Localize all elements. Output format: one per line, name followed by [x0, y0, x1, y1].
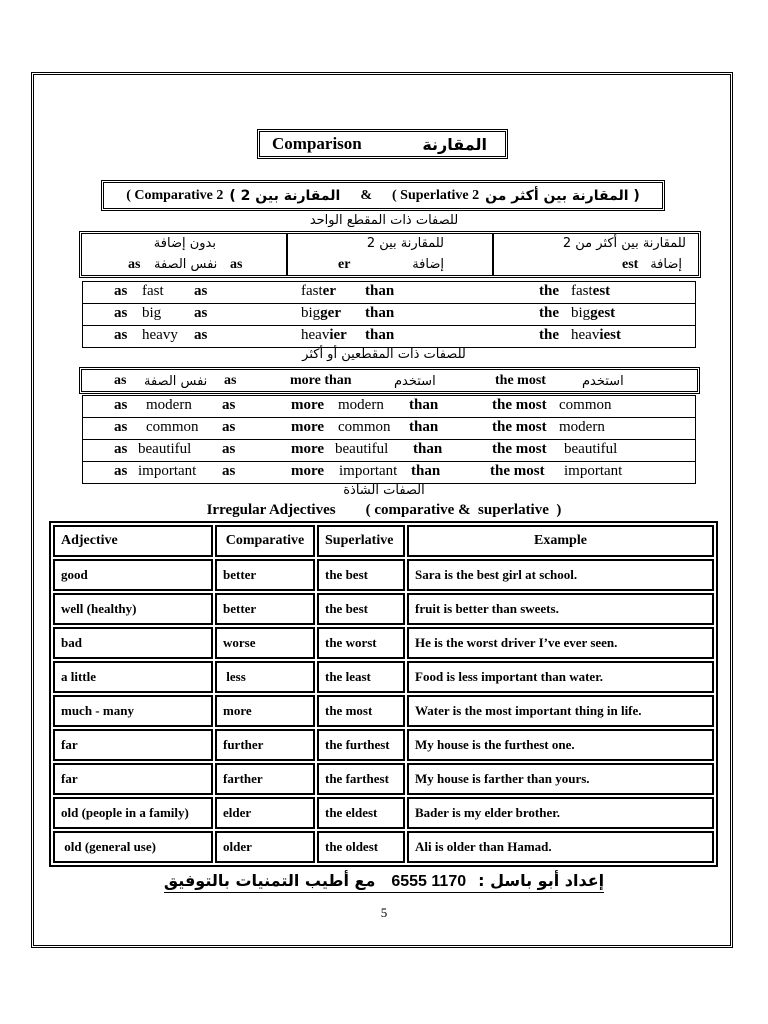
- title-arabic: المقارنة: [422, 134, 487, 154]
- subtitle-comparative: ( Comparative 2: [126, 187, 224, 203]
- header-cell-superlative-line1: للمقارنة بين أكثر من 2: [562, 236, 686, 251]
- header-cell-same-as-a: as: [128, 257, 141, 272]
- page-number: 5: [380, 905, 388, 920]
- table-row: [53, 627, 714, 659]
- header-example: Example: [407, 525, 714, 557]
- header-cell-superlative-suffix: est: [622, 257, 639, 272]
- cell-comparative: better: [215, 559, 315, 591]
- header-row: [79, 231, 701, 278]
- cell-superlative: the furthest: [317, 729, 405, 761]
- cell-adjective: a little: [53, 661, 213, 693]
- header-adjective: Adjective: [53, 525, 213, 557]
- cell-comparative: further: [215, 729, 315, 761]
- section1-heading: للصفات ذات المقطع الواحد: [309, 213, 459, 228]
- cell-superlative: the least: [317, 661, 405, 693]
- cell-example: fruit is better than sweets.: [407, 593, 714, 625]
- cell-example: Food is less important than water.: [407, 661, 714, 693]
- cell-superlative: the best: [317, 559, 405, 591]
- subtitle-comparative-ar: ( المقارنة بين 2: [229, 187, 341, 204]
- cell-comparative: older: [215, 831, 315, 863]
- table-row: [53, 559, 714, 591]
- cell-adjective: good: [53, 559, 213, 591]
- cell-adjective: much - many: [53, 695, 213, 727]
- footer-wishes: مع أطيب التمنيات بالتوفيق: [163, 871, 376, 890]
- cell-comparative: better: [215, 593, 315, 625]
- cell-example: Water is the most important thing in life.: [407, 695, 714, 727]
- section2-heading: للصفات ذات المقطعين أو أكثر: [302, 347, 466, 362]
- header-cell-same-as-b: as: [230, 257, 243, 272]
- multi-syllable-header: as نفس الصفة as more than استخدم the most استخدم: [79, 367, 700, 394]
- table-row: [53, 593, 714, 625]
- cell-superlative: the oldest: [317, 831, 405, 863]
- cell-adjective: old (people in a family): [53, 797, 213, 829]
- cell-example: My house is the furthest one.: [407, 729, 714, 761]
- cell-example: He is the worst driver I’ve ever seen.: [407, 627, 714, 659]
- cell-adjective: old (general use): [53, 831, 213, 863]
- cell-superlative: the worst: [317, 627, 405, 659]
- footer: [0, 871, 768, 893]
- subtitle-ampersand: &: [360, 187, 372, 203]
- subtitle-superlative-ar: المقارنة بين أكثر من ): [485, 187, 640, 204]
- cell-adjective: well (healthy): [53, 593, 213, 625]
- table-row: as big as bigger than the biggest: [83, 304, 695, 326]
- table-row: [53, 831, 714, 863]
- cell-adjective: far: [53, 729, 213, 761]
- table-row: [53, 763, 714, 795]
- cell-superlative: the eldest: [317, 797, 405, 829]
- table-row: as common as more common than the most modern: [83, 418, 695, 440]
- table-row: [53, 797, 714, 829]
- table-row: [53, 729, 714, 761]
- section3-heading: الصفات الشاذة: [343, 483, 425, 498]
- header-cell-comparative-line1: للمقارنة بين 2: [366, 236, 444, 251]
- subtitle-box: [101, 180, 665, 211]
- cell-comparative: more: [215, 695, 315, 727]
- cell-comparative: worse: [215, 627, 315, 659]
- header-cell-comparative-suffix: er: [338, 257, 351, 272]
- table-row: [53, 695, 714, 727]
- cell-example: Bader is my elder brother.: [407, 797, 714, 829]
- cell-example: Ali is older than Hamad.: [407, 831, 714, 863]
- cell-example: My house is farther than yours.: [407, 763, 714, 795]
- cell-comparative: less: [215, 661, 315, 693]
- cell-superlative: the most: [317, 695, 405, 727]
- header-cell-same-ar: نفس الصفة: [154, 257, 218, 272]
- table-row: as important as more important than the most important: [114, 463, 623, 479]
- multi-syllable-table: [82, 395, 696, 484]
- title-box: [257, 129, 508, 159]
- header-cell-same-line1: بدون إضافة: [153, 236, 216, 251]
- header-cell-superlative: [494, 234, 698, 275]
- subtitle-superlative: ( Superlative 2: [392, 187, 480, 203]
- cell-superlative: the farthest: [317, 763, 405, 795]
- cell-adjective: bad: [53, 627, 213, 659]
- header-cell-comparative-ar: إضافة: [412, 257, 444, 272]
- cell-comparative: farther: [215, 763, 315, 795]
- cell-adjective: far: [53, 763, 213, 795]
- cell-superlative: the best: [317, 593, 405, 625]
- cell-example: Sara is the best girl at school.: [407, 559, 714, 591]
- header-cell-comparative: [288, 234, 494, 275]
- footer-phone: 6555 1170: [391, 873, 467, 890]
- table-row: [53, 661, 714, 693]
- table-row: as fast as faster than the fastest: [83, 282, 695, 304]
- irregular-table: [49, 521, 718, 867]
- table-row: as modern as more modern than the most common: [83, 396, 695, 418]
- header-cell-same: [82, 234, 288, 275]
- table-row: as beautiful as more beautiful than the most beautiful: [83, 440, 695, 462]
- header-cell-superlative-ar: إضافة: [650, 257, 682, 272]
- title-english: Comparison: [272, 134, 362, 153]
- header-superlative: Superlative: [317, 525, 405, 557]
- footer-author: إعداد أبو باسل :: [478, 871, 605, 890]
- irregular-title: Irregular Adjectives ( comparative & superlative ): [206, 502, 562, 518]
- table-header-row: [53, 525, 714, 557]
- table-row: as heavy as heavier than the heaviest: [114, 327, 621, 343]
- header-comparative: Comparative: [215, 525, 315, 557]
- one-syllable-table: [82, 281, 696, 348]
- cell-comparative: elder: [215, 797, 315, 829]
